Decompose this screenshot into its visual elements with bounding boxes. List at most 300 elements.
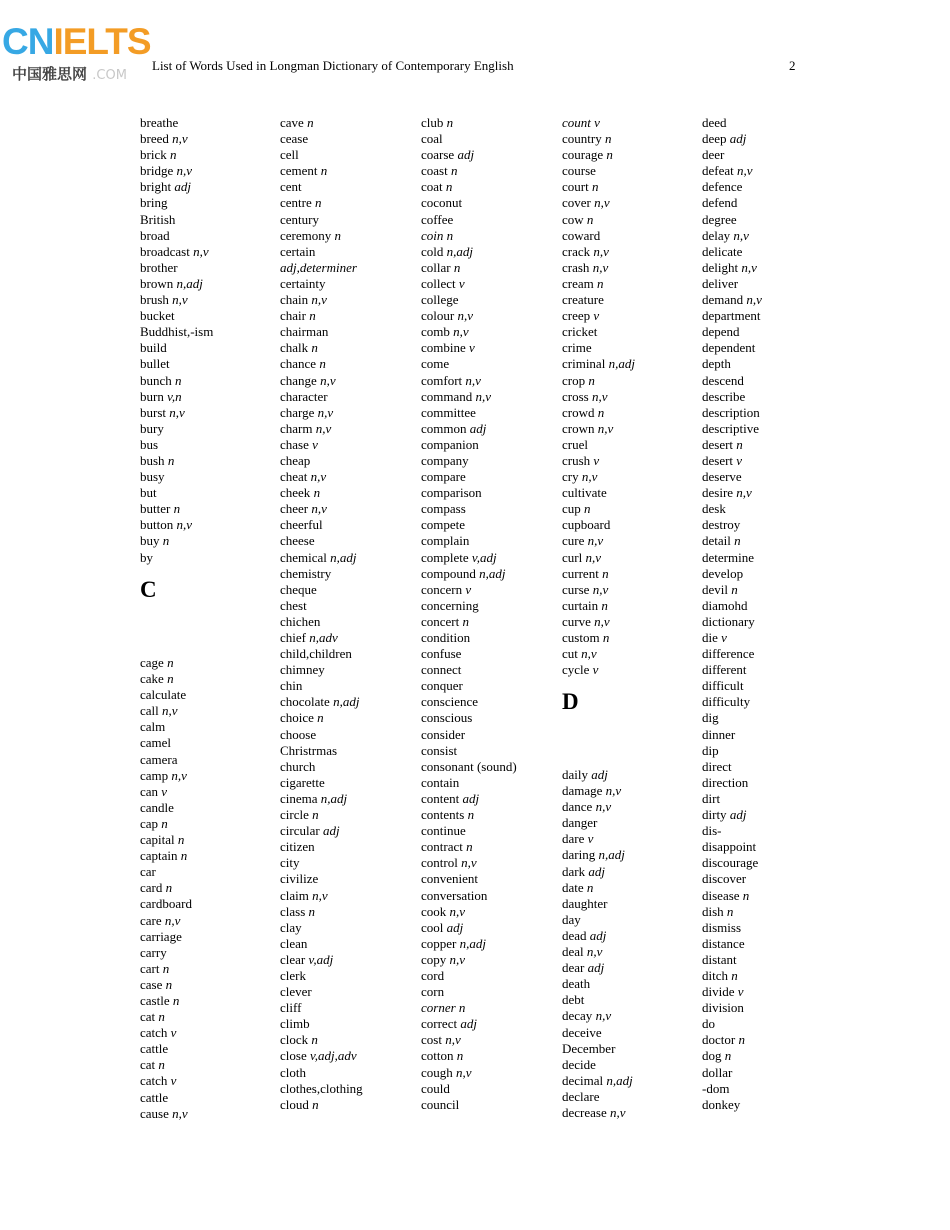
word-entry [280,678,420,694]
headword: connect [421,662,462,678]
headword: dirt [702,790,721,806]
headword: depth [702,356,731,372]
part-of-speech: n,v [172,131,188,147]
headword: crack [562,243,591,259]
part-of-speech: n [167,655,174,670]
headword: desire [702,485,734,501]
word-entry [280,179,420,195]
word-entry [702,1081,842,1097]
word-entry [421,308,561,324]
word-entry [702,598,842,614]
headword: determine [702,549,754,565]
headword: cause [140,1105,169,1121]
headword: chin [280,678,303,694]
word-entry [421,904,561,920]
part-of-speech: n,v [585,549,601,565]
word-entry [562,880,702,896]
part-of-speech: v [312,436,318,452]
word-entry [421,952,561,968]
part-of-speech: n [319,356,326,372]
headword: delight [702,259,739,275]
word-entry [702,260,842,276]
part-of-speech: n [175,372,182,388]
headword: consonant (sound) [421,758,517,774]
word-entry [140,977,280,993]
word-entry [280,823,420,839]
word-entry [421,759,561,775]
headword: bullet [140,356,170,372]
part-of-speech: n,adj [608,356,635,372]
headword: cool [421,919,444,935]
headword: dictionary [702,613,755,629]
part-of-speech: n,v [312,887,328,903]
word-entry [702,131,842,147]
headword: dismiss [702,919,742,935]
headword: companion [421,436,479,452]
headword: certainty [280,275,326,291]
word-entry [562,389,702,405]
headword: direct [702,758,732,774]
headword: clock [280,1032,309,1048]
word-entry [421,131,561,147]
part-of-speech: n,v [317,404,334,420]
part-of-speech: n,v [595,799,612,815]
headword: command [421,388,473,404]
word-entry [280,791,420,807]
headword: Buddhist,-ism [140,324,214,340]
word-entry [702,437,842,453]
word-entry [140,719,280,735]
word-entry [280,614,420,630]
headword: chimney [280,662,325,678]
headword: clay [280,919,302,935]
word-entry [140,896,280,912]
word-entry [280,710,420,726]
word-entry [280,308,420,324]
word-entry [280,517,420,533]
part-of-speech: n [312,807,319,823]
headword: delay [702,227,731,243]
headword: clothes,clothing [280,1080,363,1096]
headword: catch [140,1025,168,1041]
headword: coward [562,227,601,243]
part-of-speech: n,v [592,259,609,275]
headword: cold [421,243,444,259]
word-entry [421,453,561,469]
word-entry [280,550,420,566]
word-entry [280,389,420,405]
word-entry [421,163,561,179]
headword: dig [702,710,719,726]
word-entry [140,147,280,163]
headword: cloud [280,1096,309,1112]
word-entry [280,1081,420,1097]
word-entry [702,855,842,871]
headword: curse [562,581,590,597]
word-entry [562,630,702,646]
part-of-speech: n [601,597,608,613]
part-of-speech: adj [587,960,605,976]
word-entry [140,469,280,485]
headword: bury [140,420,164,436]
word-entry [702,920,842,936]
headword: dependent [702,340,756,356]
part-of-speech: n,v [581,469,598,485]
headword: cap [140,815,159,831]
part-of-speech: n,adj [606,1072,633,1088]
headword: cardboard [140,896,192,912]
headword: count [562,115,591,130]
part-of-speech: n [602,565,609,581]
headword: centre [280,195,312,211]
headword: clever [280,984,312,1000]
headword: contract [421,839,463,855]
part-of-speech: n [315,195,322,211]
headword: comb [421,324,450,340]
word-entry [702,1016,842,1032]
headword: donkey [702,1096,741,1112]
word-entry [280,437,420,453]
word-entry [140,929,280,945]
headword: defence [702,179,743,195]
part-of-speech: n,v [445,1032,461,1048]
word-entry [702,888,842,904]
part-of-speech: n [467,807,475,823]
headword: criminal [562,356,606,372]
word-entry [562,501,702,517]
word-entry [280,807,420,823]
word-entry [280,855,420,871]
word-entry [280,968,420,984]
part-of-speech: n [456,1048,464,1064]
part-of-speech: n [588,372,595,388]
headword: deer [702,147,725,163]
word-entry [562,533,702,549]
word-entry [702,179,842,195]
word-entry [421,839,561,855]
word-entry [562,598,702,614]
part-of-speech: n [597,404,605,420]
word-column-1 [140,115,280,566]
part-of-speech: n,v [310,469,327,485]
word-entry [562,646,702,662]
word-entry [562,308,702,324]
word-entry [140,1025,280,1041]
word-entry [280,598,420,614]
headword: circle [280,807,309,823]
word-entry [702,212,842,228]
part-of-speech: n,v [592,581,609,597]
part-of-speech: n,v [176,163,192,179]
headword: compete [421,517,466,533]
headword: cattle [140,1089,169,1105]
headword: broad [140,227,170,243]
word-entry [421,212,561,228]
headword: chest [280,597,307,613]
headword: dark [562,863,586,879]
word-entry [702,727,842,743]
part-of-speech: n [165,976,173,992]
word-entry [702,324,842,340]
part-of-speech: n [180,848,188,864]
headword: coconut [421,195,463,211]
word-entry [562,662,702,678]
headword: circular [280,823,320,839]
headword: content [421,790,460,806]
headword: bus [140,436,159,452]
word-column-1b [140,655,280,1122]
headword: courage [562,147,604,163]
headword: chair [280,308,306,324]
headword: cheat [280,469,308,485]
headword: cycle [562,662,590,678]
part-of-speech: adj [460,1016,477,1032]
headword: comfort [421,372,463,388]
word-entry [140,1073,280,1089]
headword: compare [421,469,466,485]
headword: carriage [140,928,182,944]
headword: bridge [140,163,174,179]
headword: difference [702,646,755,662]
headword: distance [702,935,745,951]
word-entry [421,179,561,195]
part-of-speech: n [446,115,454,130]
word-entry [702,566,842,582]
headword: burn [140,388,164,404]
headword: bunch [140,372,172,388]
word-entry [280,469,420,485]
headword: date [562,879,584,895]
word-entry [562,928,702,944]
headword: descend [702,372,744,388]
word-entry [702,984,842,1000]
headword: cord [421,967,445,983]
word-entry [140,550,280,566]
word-entry [702,694,842,710]
part-of-speech: n,v [737,163,753,179]
word-entry [280,1065,420,1081]
part-of-speech: n,v [461,855,477,871]
part-of-speech: adj [457,147,475,163]
headword: coat [421,179,443,195]
word-entry [140,832,280,848]
word-entry [280,582,420,598]
part-of-speech: v,adj,adv [309,1048,357,1064]
word-entry [421,1016,561,1032]
word-entry [702,195,842,211]
word-entry [280,405,420,421]
word-entry [140,453,280,469]
part-of-speech: n,adj [333,694,360,710]
word-entry [421,356,561,372]
word-entry [702,614,842,630]
headword: department [702,308,761,324]
headword: compound [421,565,476,581]
headword: coin [421,227,444,243]
headword: cheese [280,533,315,549]
headword: current [562,565,599,581]
headword: button [140,517,174,533]
headword: charge [280,404,315,420]
headword: cigarette [280,774,325,790]
headword: confuse [421,646,462,662]
word-entry [421,630,561,646]
headword: cheer [280,501,309,517]
word-entry [702,405,842,421]
headword: class [280,903,306,919]
headword: colour [421,308,455,324]
word-entry [140,752,280,768]
word-entry [421,324,561,340]
word-entry [280,1000,420,1016]
part-of-speech: n [450,163,458,179]
part-of-speech: adj [446,919,464,935]
word-entry [562,195,702,211]
part-of-speech: adj [462,790,480,806]
word-entry [421,743,561,759]
part-of-speech: n,v [465,372,481,388]
word-entry [280,533,420,549]
word-entry [702,517,842,533]
word-entry [562,976,702,992]
headword: citizen [280,839,315,855]
word-entry [140,292,280,308]
headword: cheap [280,452,311,468]
word-entry [140,703,280,719]
part-of-speech: n,v [736,485,752,501]
headword: copy [421,951,447,967]
part-of-speech: v [721,630,727,645]
word-entry [421,517,561,533]
part-of-speech: n [313,485,321,501]
part-of-speech: n,v [597,420,614,436]
part-of-speech: n [158,1057,165,1073]
word-entry [702,356,842,372]
headword: charm [280,420,313,436]
headword: crime [562,340,592,356]
headword: cream [562,275,594,291]
part-of-speech: n [731,581,738,597]
part-of-speech: n,v [605,783,622,799]
word-entry [562,276,702,292]
part-of-speech: v [161,783,168,799]
headword: bright [140,179,172,195]
word-entry [702,1048,842,1064]
headword: death [562,976,591,992]
word-entry [421,437,561,453]
headword: crush [562,452,591,468]
headword: coffee [421,211,454,227]
headword: cheek [280,485,311,501]
part-of-speech: n,v [169,404,185,420]
part-of-speech: n [604,131,612,147]
word-entry [280,839,420,855]
word-entry [562,405,702,421]
part-of-speech: n,v [453,324,469,340]
part-of-speech: n,v [610,1104,626,1120]
word-entry [562,1041,702,1057]
headword: complete [421,549,469,565]
word-entry [280,566,420,582]
headword: cell [280,147,299,163]
word-entry [562,944,702,960]
headword: buy [140,533,160,549]
headword: compass [421,501,466,517]
headword: cake [140,671,164,687]
word-entry [562,582,702,598]
headword: dinner [702,726,736,742]
part-of-speech: n,v [733,227,749,243]
word-entry [280,373,420,389]
word-entry [702,421,842,437]
word-entry [140,340,280,356]
word-entry [140,405,280,421]
part-of-speech: n [312,1096,319,1112]
headword: cultivate [562,485,607,501]
word-entry [702,807,842,823]
headword: collect [421,275,456,291]
part-of-speech: n [731,967,738,983]
word-entry [280,1097,420,1113]
word-entry [421,984,561,1000]
word-entry [280,212,420,228]
word-entry [421,501,561,517]
headword: control [421,855,458,871]
word-entry [421,614,561,630]
part-of-speech: adj [589,927,607,943]
headword: cure [562,533,585,549]
word-entry [140,1057,280,1073]
headword: cruel [562,436,588,452]
part-of-speech: n [167,671,174,687]
part-of-speech: n,v [164,912,181,928]
word-entry [562,212,702,228]
word-entry [421,807,561,823]
headword: complain [421,533,470,549]
word-entry [421,694,561,710]
word-entry [562,1089,702,1105]
word-entry [280,759,420,775]
part-of-speech: n [738,1032,745,1048]
logo-subtitle: 中国雅思网 .COM [12,65,127,83]
word-entry [140,768,280,784]
word-column-4 [562,115,702,678]
headword: cough [421,1064,453,1080]
word-entry [280,244,420,260]
headword: consider [421,726,466,742]
headword: decay [562,1008,593,1024]
part-of-speech: n,v [320,372,336,388]
word-entry [421,469,561,485]
headword: Christrmas [280,742,338,758]
headword: damage [562,783,603,799]
word-entry [140,212,280,228]
headword: church [280,758,316,774]
word-entry [562,373,702,389]
headword: dance [562,799,593,815]
headword: daring [562,847,596,863]
part-of-speech: n [320,163,328,179]
word-entry [702,904,842,920]
headword: division [702,1000,744,1016]
headword: coast [421,163,448,179]
word-entry [421,775,561,791]
word-entry [421,389,561,405]
word-entry [562,1025,702,1041]
headword: breathe [140,115,179,130]
headword: consist [421,742,458,758]
headword: develop [702,565,744,581]
